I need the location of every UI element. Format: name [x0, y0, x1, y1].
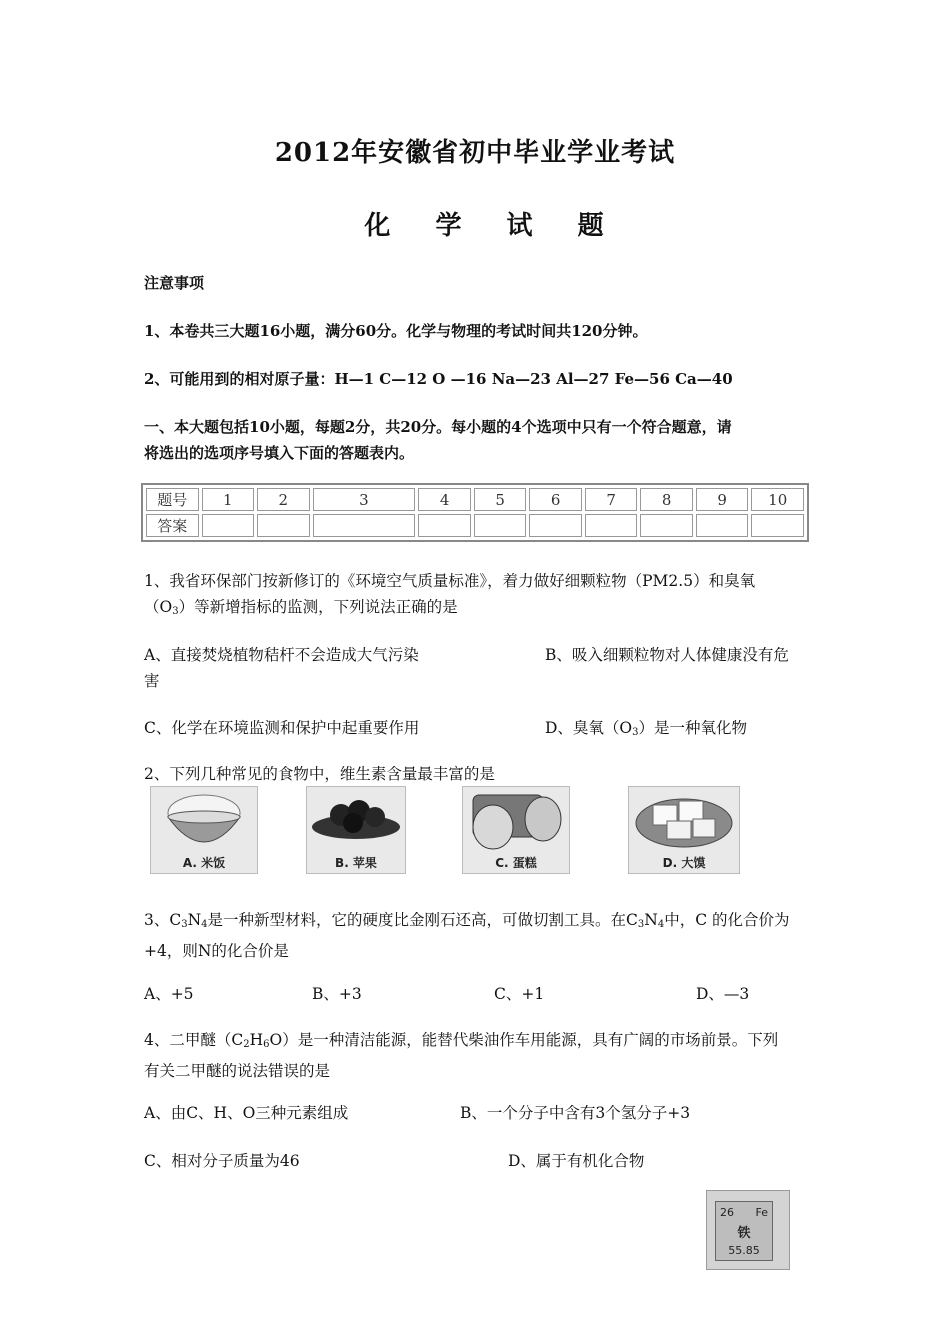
- q1-option-d: D、臭氧$(O_3)$是一种氧化物: [545, 719, 748, 738]
- q1-option-b-wrap: 害: [144, 672, 160, 690]
- cake-roll-icon: [463, 787, 569, 853]
- question-number-cell: 2: [257, 488, 310, 511]
- food-label-d: D. 大馍: [662, 856, 706, 870]
- food-label-a: A. 米饭: [182, 856, 226, 870]
- answer-cell[interactable]: [640, 514, 693, 537]
- rice-bowl-icon: [151, 787, 257, 853]
- question-number-cell: 9: [696, 488, 749, 511]
- answer-cell[interactable]: [696, 514, 749, 537]
- q4-option-d: D、属于有机化合物: [508, 1152, 645, 1170]
- exam-title: 2012年安徽省初中毕业学业考试: [274, 138, 676, 168]
- question-number-cell: 4: [418, 488, 471, 511]
- notes-heading: 注意事项: [144, 274, 205, 292]
- steamed-bun-icon: [629, 787, 739, 853]
- element-name: 铁: [737, 1226, 751, 1241]
- question-1-stem: [144, 568, 755, 625]
- food-image-apple: [306, 786, 406, 874]
- atomic-mass: 55.85: [728, 1244, 760, 1257]
- answer-cell[interactable]: [751, 514, 804, 537]
- food-image-steamed-bun: [628, 786, 740, 874]
- apple-plate-icon: [307, 787, 405, 853]
- answer-cell[interactable]: [585, 514, 638, 537]
- q3-line1: 3、$C_3N_4$是一种新型材料，它的硬度比金刚石还高，可做切割工具。在$C_3N_4$中，C 的化合价为: [144, 911, 790, 930]
- question-2-stem: 2、下列几种常见的食物中，维生素含量最丰富的是: [144, 765, 495, 783]
- answer-cell[interactable]: [257, 514, 310, 537]
- atomic-number: 26: [720, 1206, 734, 1219]
- food-label-b: B. 苹果: [335, 856, 377, 870]
- q1-line2: $(O_3)$等新增指标的监测，下列说法正确的是: [144, 598, 458, 617]
- section1-line2: 将选出的选项序号填入下面的答题表内。: [144, 444, 415, 462]
- iron-element-card: [706, 1190, 790, 1270]
- question-number-cell: 8: [640, 488, 693, 511]
- answer-table-answer-row: [146, 514, 804, 537]
- q1-option-b: B、吸入细颗粒物对人体健康没有危: [545, 646, 789, 664]
- food-label-c: C. 蛋糕: [495, 856, 537, 870]
- q1-option-c: C、化学在环境监测和保护中起重要作用: [144, 719, 420, 737]
- row-label-answer: 答案: [146, 514, 199, 537]
- question-number-cell: 6: [529, 488, 582, 511]
- q3-option-b: B、+3: [312, 985, 362, 1003]
- q4-line1: 4、二甲醚$(C_2H_6O)$是一种清洁能源，能替代柴油作车用能源，具有广阔的市场前景。下列: [144, 1031, 779, 1050]
- question-3-stem: [144, 907, 814, 964]
- q3-option-a: A、+5: [144, 985, 194, 1003]
- q4-option-b: B、一个分子中含有3个氢分子+3: [460, 1104, 691, 1122]
- question-number-cell: 1: [202, 488, 255, 511]
- food-image-cake: [462, 786, 570, 874]
- q4-option-c: C、相对分子质量为46: [144, 1152, 300, 1170]
- section1-line1: 一、本大题包括10小题，每题2分，共20分。每小题的4个选项中只有一个符合题意，请: [144, 418, 732, 436]
- row-label-question-number: 题号: [146, 488, 199, 511]
- note-item-2: 2、可能用到的相对原子量：H—1 C—12 O —16 Na—23 Al—27 Fe—56 Ca—40: [144, 370, 733, 388]
- answer-table-number-row: [146, 488, 804, 511]
- answer-cell[interactable]: [529, 514, 582, 537]
- q3-line2: +4，则N的化合价是: [144, 942, 289, 960]
- q3-option-c: C、+1: [494, 985, 545, 1003]
- question-number-cell: 7: [585, 488, 638, 511]
- answer-cell[interactable]: [313, 514, 416, 537]
- question-4-stem: [144, 1027, 814, 1084]
- answer-table: [141, 483, 809, 542]
- element-symbol: Fe: [755, 1206, 768, 1219]
- food-image-rice: [150, 786, 258, 874]
- section1-instructions: [144, 414, 732, 466]
- answer-cell[interactable]: [474, 514, 527, 537]
- note-item-1: 1、本卷共三大题16小题，满分60分。化学与物理的考试时间共120分钟。: [144, 322, 648, 340]
- question-number-cell: 10: [751, 488, 804, 511]
- iron-element-tile: [715, 1201, 773, 1261]
- q4-option-a: A、由C、H、O三种元素组成: [144, 1104, 349, 1122]
- q1-line1: 1、我省环保部门按新修订的《环境空气质量标准》，着力做好细颗粒物（PM2.5）和臭氧: [144, 572, 756, 590]
- q3-option-d: D、—3: [696, 985, 750, 1003]
- subject-title: 化 学 试 题: [364, 211, 622, 241]
- question-number-cell: 5: [474, 488, 527, 511]
- answer-cell[interactable]: [202, 514, 255, 537]
- q4-line2: 有关二甲醚的说法错误的是: [144, 1062, 331, 1080]
- question-number-cell: 3: [313, 488, 416, 511]
- answer-cell[interactable]: [418, 514, 471, 537]
- q1-option-a: A、直接焚烧植物秸杆不会造成大气污染: [144, 646, 419, 664]
